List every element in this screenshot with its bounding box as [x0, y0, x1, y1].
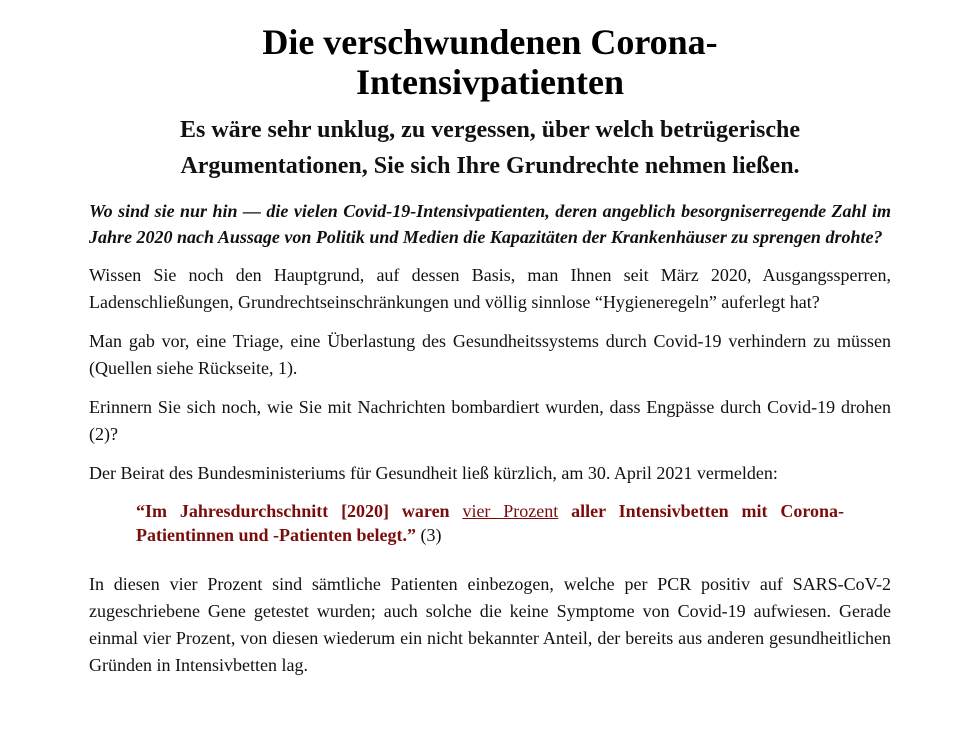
paragraph-engpaesse: Erinnern Sie sich noch, wie Sie mit Nachrichten bombardiert wurden, dass Engpässe durch Covid-19 drohen (2)? — [89, 397, 891, 444]
block-quote — [136, 499, 844, 547]
page-title — [89, 22, 891, 102]
quote-source-ref: (3) — [416, 525, 442, 545]
quote-text-part-1: “Im Jahresdurchschnitt [2020] waren — [136, 501, 463, 521]
page-title-line-2: Intensivpatienten — [355, 62, 625, 102]
paragraph-beirat: Der Beirat des Bundesministeriums für Gesundheit ließ kürzlich, am 30. April 2021 vermelden: — [89, 463, 778, 483]
lead-paragraph: Wo sind sie nur hin — die vielen Covid-19-Intensivpatienten, deren angeblich besorgniserregende Zahl im Jahre 2020 nach Aussage von Politik und Medien die Kapazitäten der Krankenhäuser zu sprengen drohte? — [89, 201, 891, 247]
page-subtitle: Es wäre sehr unklug, zu vergessen, über welch betrügerische Argumentationen, Sie sich Ihre Grundrechte nehmen ließen. — [180, 117, 800, 179]
quote-text-part-2: aller Intensivbetten mit Corona-Patientinnen und -Patienten belegt.” — [136, 501, 844, 545]
page-title-line-1: Die verschwundenen Corona- — [262, 22, 718, 62]
paragraph-closing: In diesen vier Prozent sind sämtliche Patienten einbezogen, welche per PCR positiv auf SARS-CoV-2 zugeschriebene Gene getestet wurden; auch solche die keine Symptome von Covid-19 aufwiesen. Gerade einmal vier Prozent, von diesen wiederum ein nicht bekannter Anteil, der bereits aus anderen gesundheitlichen Gründen in Intensivbetten lag. — [89, 574, 891, 675]
paragraph-hauptgrund: Wissen Sie noch den Hauptgrund, auf dessen Basis, man Ihnen seit März 2020, Ausgangssperren, Ladenschließungen, Grundrechtseinschränkungen und völlig sinnlose “Hygieneregeln” auferlegt hat? — [89, 265, 891, 312]
document-page — [89, 22, 891, 679]
paragraph-triage: Man gab vor, eine Triage, eine Überlastung des Gesundheitssystems durch Covid-19 verhindern zu müssen (Quellen siehe Rückseite, 1). — [89, 331, 891, 378]
quote-underlined-text: vier Prozent — [462, 501, 559, 521]
